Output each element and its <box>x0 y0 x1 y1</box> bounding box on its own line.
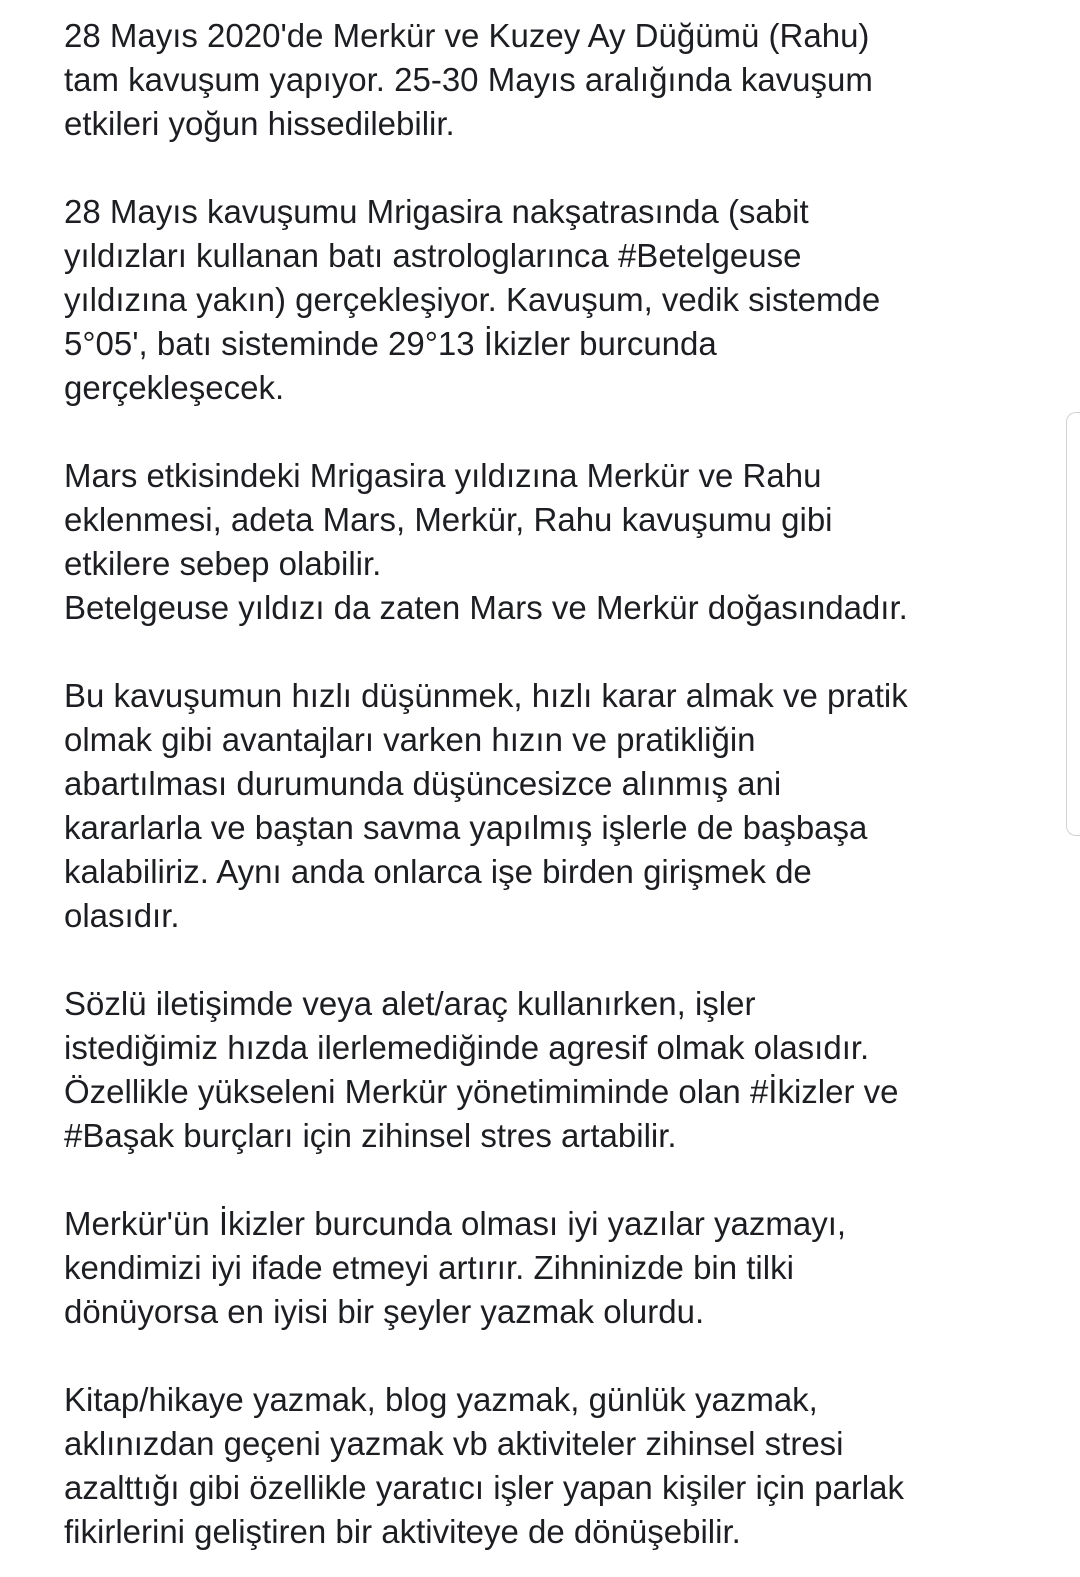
text-line: Kitap/hikaye yazmak, blog yazmak, günlük yazmak, <box>64 1381 818 1418</box>
paragraph <box>64 982 1054 1158</box>
text-line: aklınızdan geçeni yazmak vb aktiviteler zihinsel stresi <box>64 1425 844 1462</box>
text-line: 5°05', batı sisteminde 29°13 İkizler burcunda <box>64 325 717 362</box>
text-line: kararlarla ve baştan savma yapılmış işlerle de başbaşa <box>64 809 868 846</box>
text-line: dönüyorsa en iyisi bir şeyler yazmak olurdu. <box>64 1293 705 1330</box>
text-line: etkileri yoğun hissedilebilir. <box>64 105 455 142</box>
post-text <box>64 14 1054 1577</box>
text-line: Özellikle yükseleni Merkür yönetimiminde olan #İkizler ve <box>64 1073 899 1110</box>
text-line: 28 Mayıs 2020'de Merkür ve Kuzey Ay Düğümü (Rahu) <box>64 17 870 54</box>
paragraph <box>64 14 1054 146</box>
paragraph <box>64 190 1054 410</box>
text-line: Merkür'ün İkizler burcunda olması iyi yazılar yazmayı, <box>64 1205 847 1242</box>
text-line: abartılması durumunda düşüncesizce alınmış ani <box>64 765 782 802</box>
text-line: Sözlü iletişimde veya alet/araç kullanırken, işler <box>64 985 756 1022</box>
text-line: eklenmesi, adeta Mars, Merkür, Rahu kavuşumu gibi <box>64 501 833 538</box>
scroll-indicator[interactable] <box>1066 412 1080 836</box>
text-line: Betelgeuse yıldızı da zaten Mars ve Merkür doğasındadır. <box>64 589 908 626</box>
text-line: 28 Mayıs kavuşumu Mrigasira nakşatrasında (sabit <box>64 193 809 230</box>
text-line: Mars etkisindeki Mrigasira yıldızına Merkür ve Rahu <box>64 457 822 494</box>
text-line: kalabiliriz. Aynı anda onlarca işe birden girişmek de <box>64 853 812 890</box>
text-line: Bu kavuşumun hızlı düşünmek, hızlı karar almak ve pratik <box>64 677 908 714</box>
paragraph <box>64 1378 1054 1554</box>
text-line: azalttığı gibi özellikle yaratıcı işler yapan kişiler için parlak <box>64 1469 905 1506</box>
text-line: olmak gibi avantajları varken hızın ve pratikliğin <box>64 721 756 758</box>
text-line: yıldızına yakın) gerçekleşiyor. Kavuşum, vedik sistemde <box>64 281 881 318</box>
text-line: olasıdır. <box>64 897 180 934</box>
paragraph <box>64 1202 1054 1334</box>
paragraph <box>64 454 1054 630</box>
text-line: etkilere sebep olabilir. <box>64 545 382 582</box>
text-line: tam kavuşum yapıyor. 25-30 Mayıs aralığında kavuşum <box>64 61 873 98</box>
text-line: kendimizi iyi ifade etmeyi artırır. Zihninizde bin tilki <box>64 1249 794 1286</box>
text-line: #Başak burçları için zihinsel stres artabilir. <box>64 1117 677 1154</box>
text-line: yıldızları kullanan batı astrologlarınca #Betelgeuse <box>64 237 802 274</box>
text-line: gerçekleşecek. <box>64 369 285 406</box>
paragraph <box>64 674 1054 938</box>
text-line: istediğimiz hızda ilerlemediğinde agresif olmak olasıdır. <box>64 1029 870 1066</box>
text-line: fikirlerini geliştiren bir aktiviteye de dönüşebilir. <box>64 1513 741 1550</box>
